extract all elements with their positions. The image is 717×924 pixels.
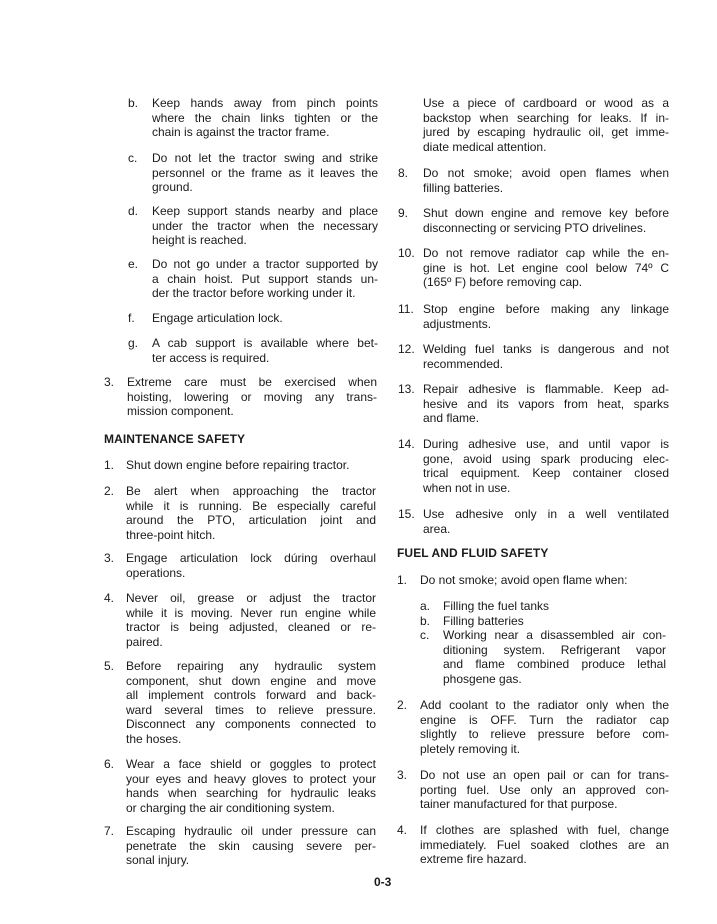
text-line: three-point hitch. (126, 527, 216, 542)
item-marker: 3. (397, 768, 408, 782)
text-line: Shut down engine and remove key before (423, 206, 669, 220)
text-line: (165º F) before removing cap. (423, 275, 583, 290)
item-text (126, 659, 376, 747)
item-marker: 9. (398, 206, 409, 220)
item-marker: c. (128, 151, 138, 165)
text-line: immediately. Fuel soaked clothes are an (420, 837, 669, 852)
item-text (152, 96, 378, 140)
item-text (152, 311, 378, 326)
item-text (423, 302, 669, 331)
text-line: Never oil, grease or adjust the tractor (126, 591, 376, 605)
item-text (420, 768, 669, 812)
item-text (420, 823, 669, 867)
text-line: adjustments. (423, 316, 492, 331)
text-line: component, shut down engine and move (126, 673, 376, 688)
item-marker: g. (128, 336, 139, 350)
text-line: sonal injury. (126, 853, 190, 868)
text-line: extreme fire hazard. (420, 852, 527, 867)
text-line: area. (423, 521, 451, 536)
text-line: hands when searching for hydraulic leaks (126, 786, 376, 801)
maintenance-safety-heading: MAINTENANCE SAFETY (104, 432, 246, 446)
item-marker: 7. (104, 824, 115, 838)
text-line: recommended. (423, 356, 504, 371)
text-line: Keep hands away from pinch points (152, 96, 378, 110)
item-marker: 4. (104, 591, 115, 605)
item-text (423, 342, 669, 371)
item-text (423, 382, 669, 426)
item-marker: 14. (398, 437, 415, 451)
item-text (152, 257, 378, 301)
item-marker: 1. (397, 573, 408, 587)
item-text (420, 698, 669, 756)
text-line: Do not smoke; avoid open flames when (423, 166, 669, 180)
text-line: while it is moving. Never run engine while (126, 605, 376, 620)
text-line: around the PTO, articulation joint and (126, 513, 376, 528)
item-marker: b. (420, 614, 431, 628)
text-line: all implement controls forward and back- (126, 688, 376, 703)
text-line: when not in use. (423, 480, 511, 495)
text-line: your eyes and heavy gloves to protect your (126, 771, 376, 786)
item-marker: 11. (398, 302, 414, 316)
text-line: personnel or the frame as it leaves the (152, 165, 378, 180)
text-line: operations. (126, 565, 186, 580)
text-line: Do not let the tractor swing and strike (152, 151, 378, 165)
item-text (443, 614, 666, 629)
text-line: Do not smoke; avoid open flame when: (420, 573, 628, 587)
text-line: Be alert when approaching the tractor (126, 484, 376, 498)
text-line: backstop when searching for leaks. If in- (423, 110, 669, 125)
text-line: hesive and its vapors from heat, sparks (423, 396, 669, 411)
text-line: During adhesive use, and until vapor is (423, 437, 669, 451)
item-marker: 4. (397, 823, 408, 837)
text-line: Filling batteries (443, 614, 524, 628)
text-line: Keep support stands nearby and place (152, 204, 378, 218)
item-text (423, 206, 669, 235)
item-text (126, 757, 376, 815)
text-line: trical equipment. Keep container closed (423, 466, 669, 481)
text-line: tainer manufactured for that purpose. (420, 797, 618, 812)
text-line: porting fuel. Use only an approved con- (420, 782, 669, 797)
item-marker: d. (128, 204, 139, 218)
text-line: gine is hot. Let engine cool below 74º C (423, 260, 669, 275)
text-line: der the tractor before working under it. (152, 286, 356, 301)
text-line: Filling the fuel tanks (443, 599, 550, 613)
text-line: ditioning system. Refrigerant vapor (443, 642, 666, 657)
item-text (443, 599, 666, 614)
text-line: Engage articulation lock dúring overhaul (126, 551, 376, 565)
text-line: hoisting, lowering or moving any trans- (127, 389, 377, 404)
item-marker: 5. (104, 659, 115, 673)
item-text (423, 96, 669, 154)
text-line: A cab support is available where bet- (152, 336, 378, 350)
text-line: or charging the air conditioning system. (126, 800, 335, 815)
text-line: a chain hoist. Put support stands un- (152, 271, 378, 286)
text-line: phosgene gas. (443, 671, 522, 686)
text-line: Do not go under a tractor supported by (152, 257, 378, 271)
item-marker: c. (420, 628, 430, 642)
text-line: mission component. (127, 404, 234, 419)
text-line: chain is against the tractor frame. (152, 125, 330, 140)
text-line: paired. (126, 634, 163, 649)
text-line: disconnecting or servicing PTO drivelines. (423, 220, 647, 235)
text-line: Welding fuel tanks is dangerous and not (423, 342, 669, 356)
text-line: engine is OFF. Turn the radiator cap (420, 712, 669, 727)
item-text (423, 437, 669, 495)
text-line: under the tractor when the necessary (152, 218, 378, 233)
item-marker: f. (128, 311, 135, 325)
item-marker: 15. (398, 507, 415, 521)
text-line: and flame combined produce lethal (443, 657, 666, 672)
fuel-fluid-safety-heading: FUEL AND FLUID SAFETY (397, 546, 549, 560)
item-text (423, 166, 669, 195)
text-line: If clothes are splashed with fuel, change (420, 823, 669, 837)
text-line: the hoses. (126, 731, 182, 746)
item-marker: 3. (104, 551, 115, 565)
item-text (423, 246, 669, 290)
text-line: Before repairing any hydraulic system (126, 659, 376, 673)
item-text (127, 375, 377, 419)
item-marker: 2. (104, 484, 115, 498)
text-line: ward several times to relieve pressure. (126, 702, 376, 717)
item-marker: 2. (397, 698, 408, 712)
text-line: Shut down engine before repairing tractor. (126, 458, 350, 472)
item-text (420, 573, 669, 588)
item-text (126, 458, 376, 473)
text-line: Do not use an open pail or can for trans- (420, 768, 669, 782)
item-text (152, 151, 378, 195)
item-marker: 6. (104, 757, 115, 771)
text-line: slightly to relieve pressure before com- (420, 727, 669, 742)
item-text (152, 204, 378, 248)
text-line: Wear a face shield or goggles to protect (126, 757, 376, 771)
item-text (152, 336, 378, 365)
item-marker: b. (128, 96, 139, 110)
item-text (126, 824, 376, 868)
item-text (443, 628, 666, 686)
item-marker: 1. (104, 458, 115, 472)
text-line: Extreme care must be exercised when (127, 375, 377, 389)
text-line: where the chain links tighten or the (152, 110, 378, 125)
text-line: Use a piece of cardboard or wood as a (423, 96, 669, 110)
item-marker: 13. (398, 382, 415, 396)
text-line: and flame. (423, 411, 480, 426)
item-text (126, 591, 376, 649)
text-line: while it is running. Be especially careful (126, 498, 376, 513)
item-text (126, 551, 376, 580)
item-marker: 10. (398, 246, 415, 260)
text-line: Do not remove radiator cap while the en- (423, 246, 669, 260)
text-line: Stop engine before making any linkage (423, 302, 669, 316)
item-marker: e. (128, 257, 139, 271)
item-marker: a. (420, 599, 431, 613)
text-line: jured by escaping hydraulic oil, get imme- (423, 125, 669, 140)
text-line: Disconnect any components connected to (126, 717, 376, 732)
text-line: height is reached. (152, 233, 247, 248)
text-line: ground. (152, 180, 193, 195)
text-line: Repair adhesive is flammable. Keep ad- (423, 382, 669, 396)
text-line: tractor is being adjusted, cleaned or re- (126, 620, 376, 635)
text-line: pletely removing it. (420, 741, 521, 756)
text-line: Use adhesive only in a well ventilated (423, 507, 669, 521)
item-text (126, 484, 376, 542)
text-line: Engage articulation lock. (152, 311, 283, 325)
text-line: filling batteries. (423, 180, 504, 195)
text-line: Add coolant to the radiator only when the (420, 698, 669, 712)
text-line: diate medical attention. (423, 139, 547, 154)
text-line: gone, avoid using spark producing elec- (423, 451, 669, 466)
text-line: penetrate the skin causing severe per- (126, 838, 376, 853)
text-line: Working near a disassembled air con- (443, 628, 666, 642)
item-marker: 12. (398, 342, 415, 356)
page-number: 0-3 (374, 875, 392, 889)
text-line: ter access is required. (152, 350, 270, 365)
item-marker: 3. (104, 375, 115, 389)
item-text (423, 507, 669, 536)
text-line: Escaping hydraulic oil under pressure can (126, 824, 376, 838)
item-marker: 8. (398, 166, 409, 180)
